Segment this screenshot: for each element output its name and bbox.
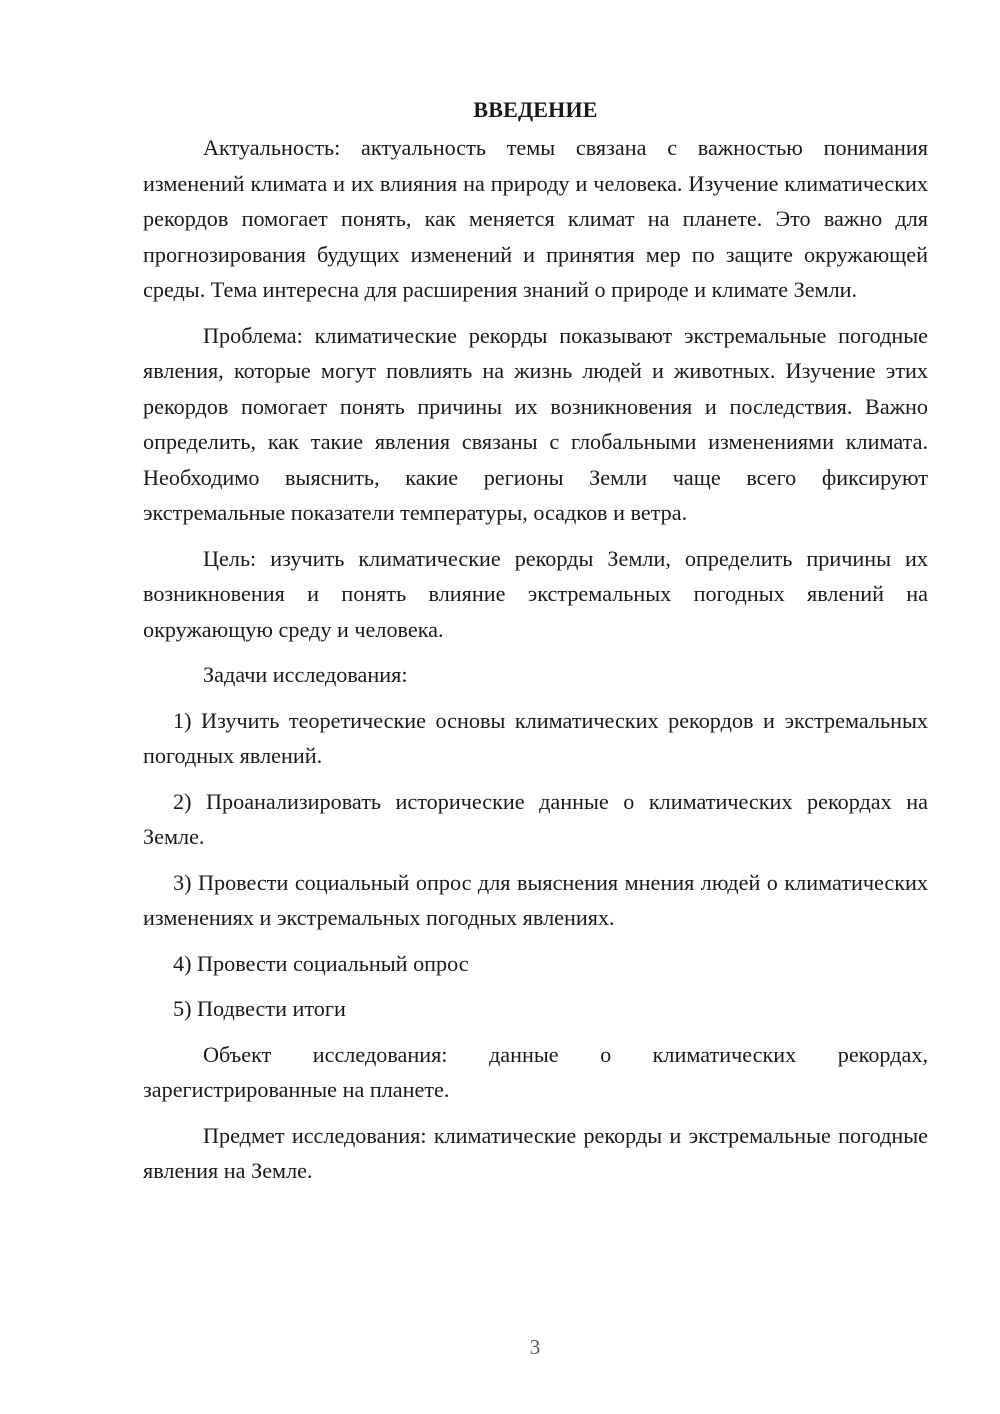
paragraph-goal: Цель: изучить климатические рекорды Земли, определить причины их возникновения и понять влияние экстремальных погодных явлений на окружающую среду и человека. [143, 545, 928, 642]
paragraph-problem: Проблема: климатические рекорды показывают экстремальные погодные явления, которые могут повлиять на жизнь людей и животных. Изучение этих рекордов помогает понять причины их возникновения и последствия. Важно определить, как такие явления связаны с глобальными изменениями климата. Необходимо выяснить, какие регионы Земли чаще всего фиксируют экстремальные показатели температуры, осадков и ветра. [143, 322, 928, 525]
page-content [143, 92, 928, 1199]
task-item-2: 2) Проанализировать исторические данные о климатических рекордах на Земле. [143, 788, 928, 849]
task-item-1: 1) Изучить теоретические основы климатических рекордов и экстремальных погодных явлений. [143, 707, 928, 768]
paragraph-relevance: Актуальность: актуальность темы связана с важностью понимания изменений климата и их влияния на природу и человека. Изучение климатических рекордов помогает понять, как меняется климат на планете. Это важно для прогнозирования будущих изменений и принятия мер по защите окружающей среды. Тема интересна для расширения знаний о природе и климате Земли. [143, 135, 928, 302]
section-title: ВВЕДЕНИЕ [473, 97, 598, 122]
paragraph-subject: Предмет исследования: климатические рекорды и экстремальные погодные явления на Земле. [143, 1122, 928, 1183]
task-item-5: 5) Подвести итоги [173, 996, 346, 1021]
paragraph-tasks-heading: Задачи исследования: [203, 662, 408, 687]
page-number: 3 [529, 1335, 541, 1359]
paragraph-object: Объект исследования: данные о климатических рекордах, зарегистрированные на планете. [143, 1041, 928, 1102]
task-item-3: 3) Провести социальный опрос для выяснения мнения людей о климатических изменениях и экстремальных погодных явлениях. [143, 869, 928, 930]
task-item-4: 4) Провести социальный опрос [173, 950, 469, 976]
